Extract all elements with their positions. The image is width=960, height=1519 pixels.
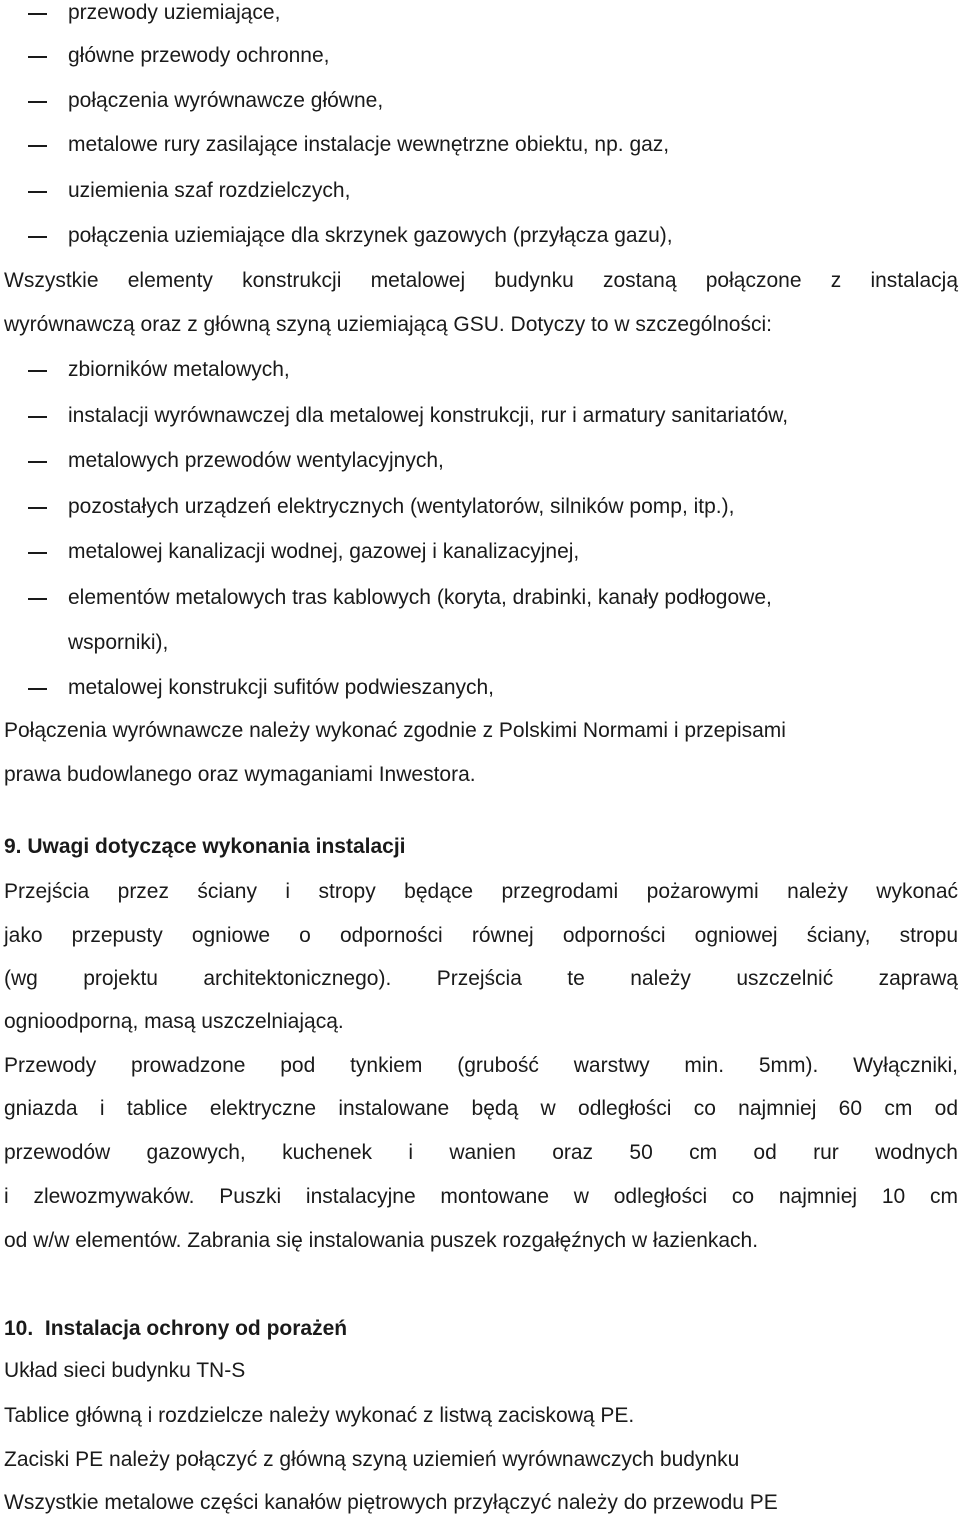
- paragraph-line: gniazda i tablice elektryczne instalowane będą w odległości co najmniej 60 cm od: [4, 1097, 958, 1120]
- dash-bullet-icon: [28, 145, 47, 147]
- paragraph-line: (wg projektu architektonicznego). Przejścia te należy uszczelnić zaprawą: [4, 967, 958, 990]
- dash-bullet-icon: [28, 191, 47, 193]
- list-item-continuation: wsporniki),: [68, 631, 169, 654]
- paragraph-line: Przejścia przez ściany i stropy będące przegrodami pożarowymi należy wykonać: [4, 880, 958, 903]
- dash-bullet-icon: [28, 598, 47, 600]
- dash-bullet-icon: [28, 416, 47, 418]
- section-title: Instalacja ochrony od porażeń: [44, 1317, 348, 1340]
- dash-bullet-icon: [28, 370, 47, 372]
- paragraph-line: Przewody prowadzone pod tynkiem (grubość warstwy min. 5mm). Wyłączniki,: [4, 1054, 958, 1077]
- paragraph-line: Wszystkie elementy konstrukcji metalowej budynku zostaną połączone z instalacją: [4, 269, 958, 292]
- paragraph-line: prawa budowlanego oraz wymaganiami Inwestora.: [4, 763, 476, 786]
- section-title: Uwagi dotyczące wykonania instalacji: [27, 835, 406, 858]
- dash-bullet-icon: [28, 56, 47, 58]
- dash-bullet-icon: [28, 13, 47, 15]
- section-heading: [4, 834, 958, 860]
- paragraph-line: Wszystkie metalowe części kanałów piętrowych przyłączyć należy do przewodu PE: [4, 1491, 778, 1514]
- dash-bullet-icon: [28, 236, 47, 238]
- paragraph-line: jako przepusty ogniowe o odporności równej odporności ogniowej ściany, stropu: [4, 924, 958, 947]
- paragraph-line: Połączenia wyrównawcze należy wykonać zgodnie z Polskimi Normami i przepisami: [4, 719, 786, 742]
- paragraph-line: Tablice główną i rozdzielcze należy wykonać z listwą zaciskową PE.: [4, 1404, 635, 1427]
- section-heading: [4, 1316, 958, 1342]
- paragraph-line: ognioodporną, masą uszczelniającą.: [4, 1010, 344, 1033]
- paragraph-line: Układ sieci budynku TN-S: [4, 1359, 246, 1382]
- paragraph-line: Zaciski PE należy połączyć z główną szyną uziemień wyrównawczych budynku: [4, 1448, 740, 1471]
- paragraph-line: przewodów gazowych, kuchenek i wanien oraz 50 cm od rur wodnych: [4, 1141, 958, 1164]
- dash-bullet-icon: [28, 461, 47, 463]
- dash-bullet-icon: [28, 101, 47, 103]
- dash-bullet-icon: [28, 688, 47, 690]
- dash-bullet-icon: [28, 507, 47, 509]
- paragraph-line: od w/w elementów. Zabrania się instalowania puszek rozgałęźnych w łazienkach.: [4, 1229, 759, 1252]
- paragraph-line: i zlewozmywaków. Puszki instalacyjne montowane w odległości co najmniej 10 cm: [4, 1185, 958, 1208]
- paragraph-line: wyrównawczą oraz z główną szyną uziemiającą GSU. Dotyczy to w szczególności:: [4, 313, 772, 336]
- section-number: 9.: [4, 835, 22, 858]
- dash-bullet-icon: [28, 552, 47, 554]
- section-number: 10.: [4, 1317, 34, 1340]
